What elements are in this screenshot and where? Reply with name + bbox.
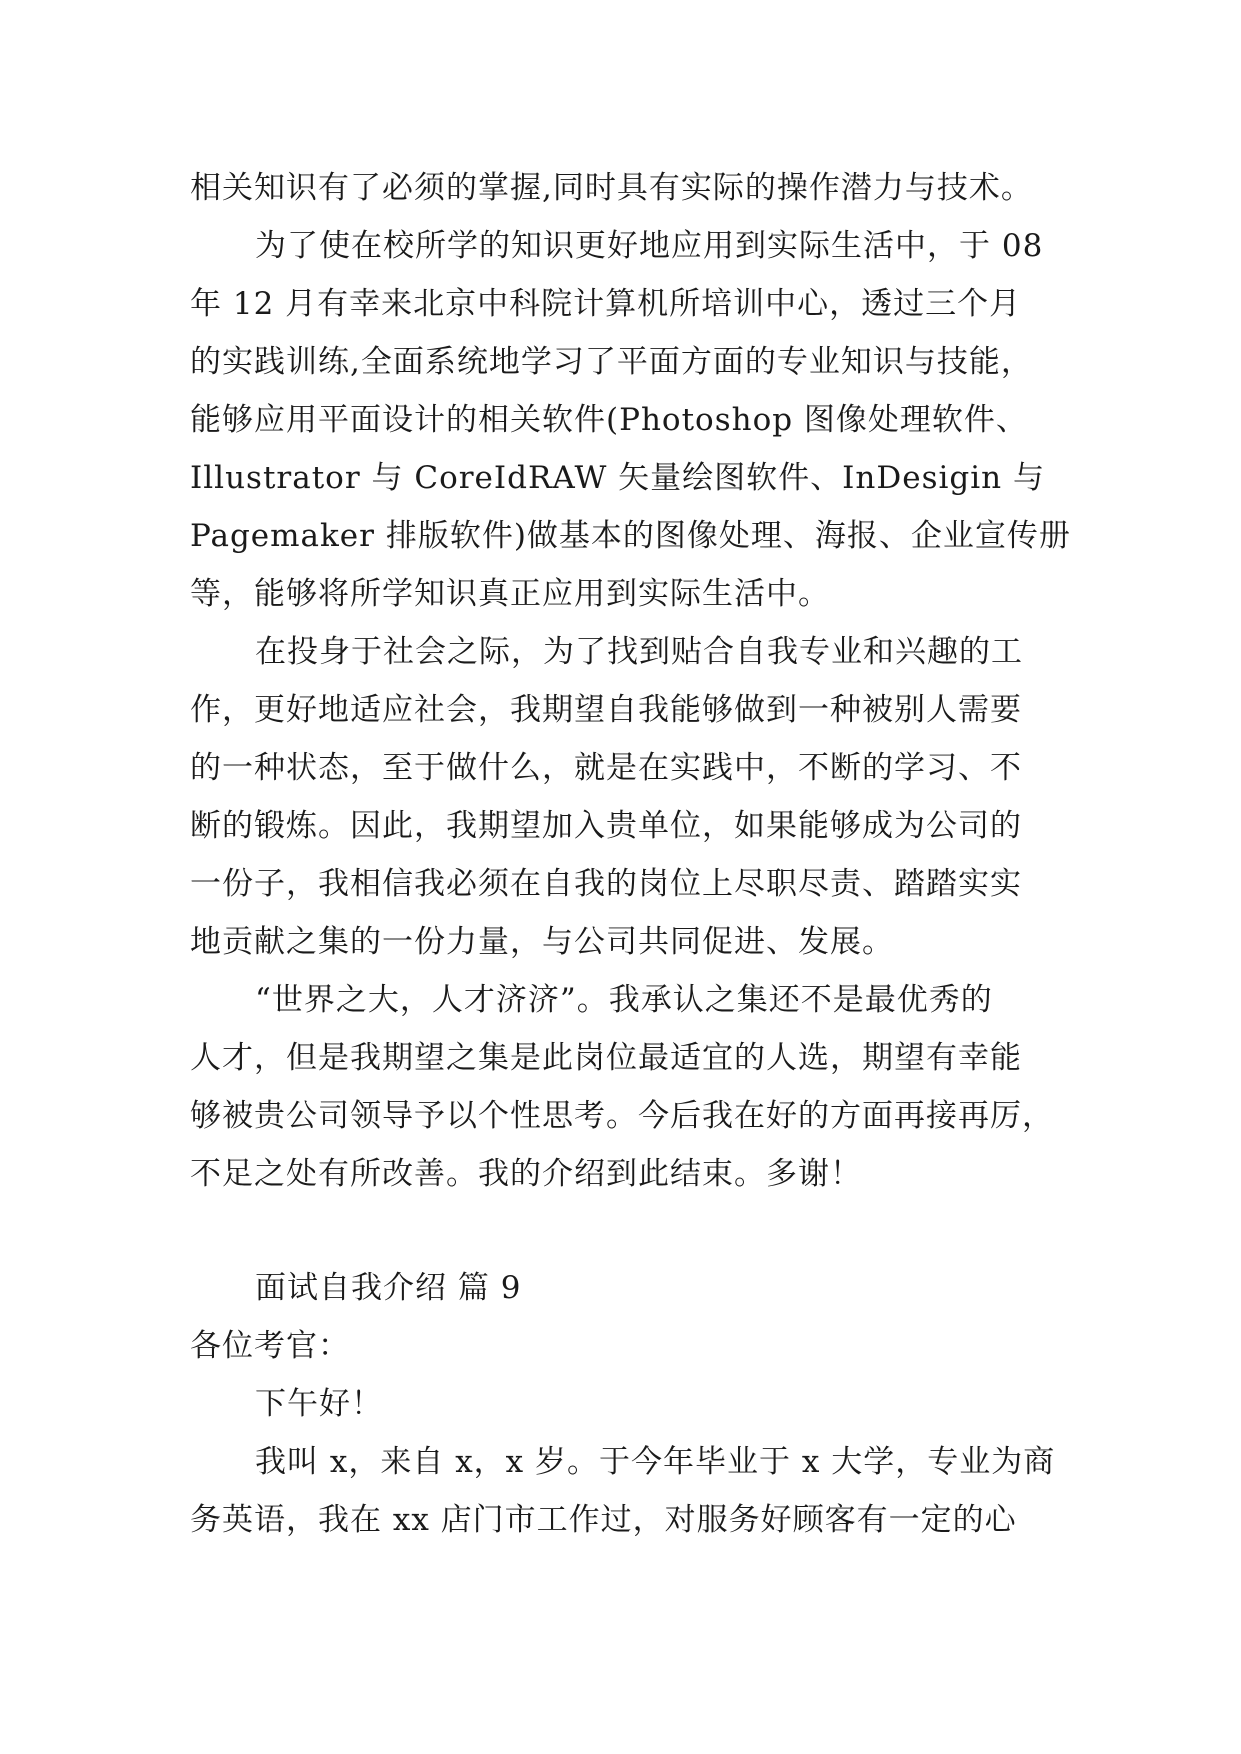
text-line: 人才，但是我期望之集是此岗位最适宜的人选，期望有幸能 bbox=[190, 1040, 1022, 1076]
greeting: 下午好！ bbox=[255, 1386, 383, 1422]
text-line: 够被贵公司领导予以个性思考。今后我在好的方面再接再厉， bbox=[190, 1098, 1054, 1134]
text-line: 的一种状态，至于做什么，就是在实践中，不断的学习、不 bbox=[190, 750, 1022, 786]
text-line: 断的锻炼。因此，我期望加入贵单位，如果能够成为公司的 bbox=[190, 808, 1022, 844]
text-line: 务英语，我在 xx 店门市工作过，对服务好顾客有一定的心 bbox=[190, 1502, 1017, 1538]
text-line: “世界之大，人才济济”。我承认之集还不是最优秀的 bbox=[255, 982, 993, 1018]
text-line: 能够应用平面设计的相关软件(Photoshop 图像处理软件、 bbox=[190, 402, 1028, 438]
text-line: 相关知识有了必须的掌握,同时具有实际的操作潜力与技术。 bbox=[190, 170, 1033, 206]
text-line: 作，更好地适应社会，我期望自我能够做到一种被别人需要 bbox=[190, 692, 1022, 728]
text-line: 一份子，我相信我必须在自我的岗位上尽职尽责、踏踏实实 bbox=[190, 866, 1022, 902]
text-line: 为了使在校所学的知识更好地应用到实际生活中，于 08 bbox=[255, 228, 1044, 264]
text-line: 等，能够将所学知识真正应用到实际生活中。 bbox=[190, 576, 830, 612]
salutation: 各位考官： bbox=[190, 1328, 350, 1364]
text-line: 年 12 月有幸来北京中科院计算机所培训中心，透过三个月 bbox=[190, 286, 1022, 322]
section-heading: 面试自我介绍 篇 9 bbox=[255, 1270, 522, 1306]
text-line: 的实践训练,全面系统地学习了平面方面的专业知识与技能， bbox=[190, 344, 1033, 380]
text-line: 地贡献之集的一份力量，与公司共同促进、发展。 bbox=[190, 924, 894, 960]
text-line: 我叫 x，来自 x，x 岁。于今年毕业于 x 大学，专业为商 bbox=[255, 1444, 1056, 1480]
text-line: Pagemaker 排版软件)做基本的图像处理、海报、企业宣传册 bbox=[190, 518, 1071, 554]
text-line: 不足之处有所改善。我的介绍到此结束。多谢！ bbox=[190, 1156, 862, 1192]
text-line: 在投身于社会之际，为了找到贴合自我专业和兴趣的工 bbox=[255, 634, 1023, 670]
text-line: Illustrator 与 CoreIdRAW 矢量绘图软件、InDesigin 与 bbox=[190, 460, 1045, 496]
